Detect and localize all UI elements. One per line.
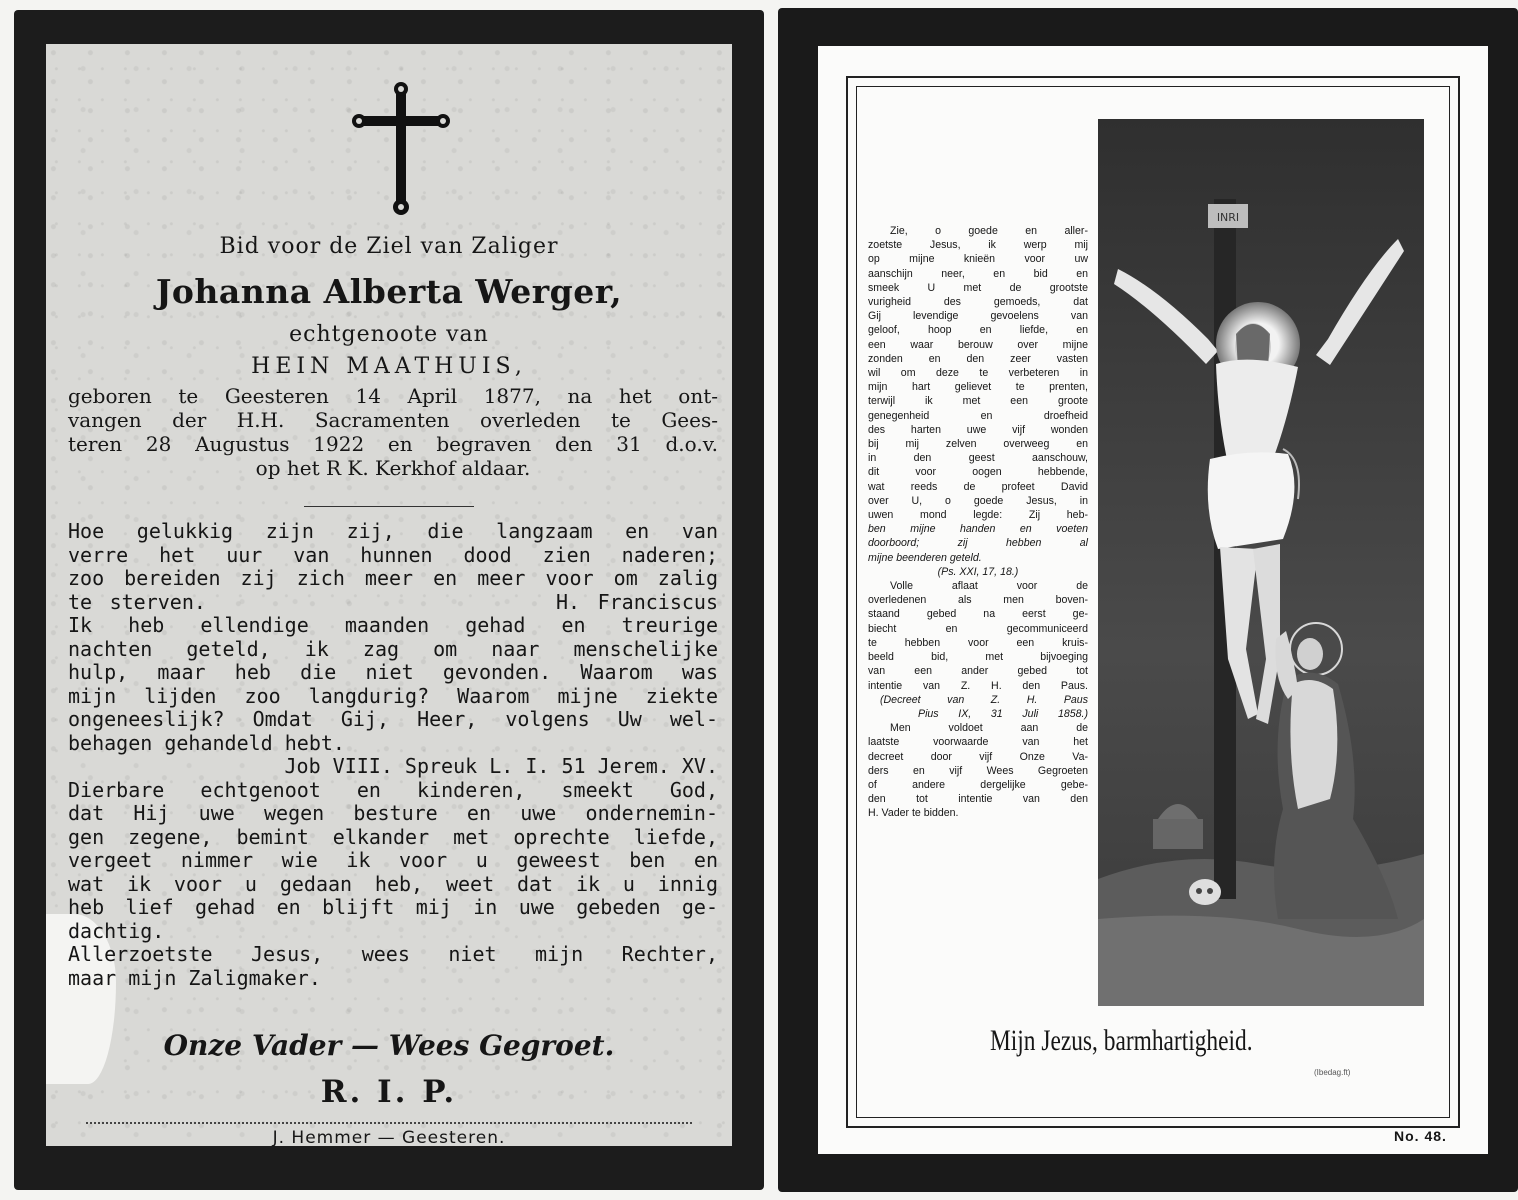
printer-credit: J. Hemmer — Geesteren. xyxy=(272,1128,506,1148)
prayer-line: ben mijne handen en voeten xyxy=(868,523,1088,536)
verse-line: ongeneeslijk? Omdat Gij, Heer, volgens Uw wel- xyxy=(68,707,718,731)
prayer-line: intentie van Z. H. den Paus. xyxy=(868,679,1088,692)
right-memorial-card xyxy=(778,8,1518,1192)
prayer-line: of andere dergelijke gebe- xyxy=(868,778,1088,791)
prayer-line: zoetste Jesus, ik werp mij xyxy=(868,239,1088,252)
verse-line: mijn lijden zoo langdurig? Waarom mijne ziekte xyxy=(68,683,718,708)
prayers-line: Onze Vader — Wees Gegroet. xyxy=(163,1029,615,1062)
prayer-line: wat reeds de profeet David xyxy=(868,480,1088,493)
prayer-line: over U, o goede Jesus, in xyxy=(868,494,1088,507)
prayer-line: decreet door vijf Onze Va- xyxy=(868,750,1088,763)
prayer-text xyxy=(868,224,1088,821)
prayer-line: staand gebed na eerst ge- xyxy=(868,608,1088,621)
biography-text xyxy=(68,384,718,480)
verse-line: Dierbare echtgenoot en kinderen, smeekt God, xyxy=(68,777,718,802)
verse-text xyxy=(68,520,718,990)
prayer-line: ders en vijf Wees Gegroeten xyxy=(868,764,1088,777)
verse-line: hulp, maar heb die niet gevonden. Waarom was xyxy=(68,660,718,684)
left-card-paper xyxy=(46,44,732,1146)
prayer-line: Pius IX, 31 Juli 1858.) xyxy=(918,707,1088,720)
prayer-line: een waar berouw over mijne xyxy=(868,338,1088,351)
verse-line: Ik heb ellendige maanden gehad en treurige xyxy=(68,613,718,637)
rip-text: R. I. P. xyxy=(320,1074,458,1110)
verse-line: zoo bereiden zij zich meer en meer voor om zalig xyxy=(68,566,718,590)
prayer-line: uwen mond legde: Zij heb- xyxy=(868,509,1088,522)
prayer-line: Volle aflaat voor de xyxy=(890,580,1088,593)
prayer-line: mijne beenderen geteld. xyxy=(868,551,982,564)
divider xyxy=(304,506,474,507)
prayer-line: laatste voorwaarde van het xyxy=(868,736,1088,749)
prayer-line: des harten uwe vijf wonden xyxy=(868,423,1088,436)
prayer-line: te hebben voor een kruis- xyxy=(868,636,1088,649)
bio-line: op het R K. Kerkhof aldaar. xyxy=(255,456,531,480)
verse-line: dachtig. xyxy=(68,918,165,943)
spouse-label: echtgenoote van xyxy=(289,322,489,347)
verse-line: Allerzoetste Jesus, wees niet mijn Rechter, xyxy=(68,942,718,966)
verse-line: wat ik voor u gedaan heb, weet dat ik u innig xyxy=(68,871,718,896)
verse-line: verre het uur van hunnen dood zien naderen; xyxy=(68,542,718,567)
prayer-line: (Ps. XXI, 17, 18.) xyxy=(937,565,1019,578)
verse-line: Hoe gelukkig zijn zij, die langzaam en van xyxy=(68,519,718,543)
cross-icon xyxy=(351,79,451,219)
prayer-line: genegenheid en droefheid xyxy=(868,409,1088,422)
prayer-line: dit voor oogen hebbende, xyxy=(868,466,1088,479)
verse-line: vergeet nimmer wie ik voor u geweest ben en xyxy=(68,848,718,872)
verse-line: te sterven. H. Franciscus xyxy=(68,589,718,614)
motto-text: Mijn Jezus, barmhartigheid. xyxy=(990,1024,1253,1057)
prayer-line: overledenen als men boven- xyxy=(868,594,1088,607)
left-memorial-card xyxy=(14,10,764,1190)
prayer-line: in den geest aanschouw, xyxy=(868,452,1088,465)
prayer-line: Men voldoet aan de xyxy=(890,722,1088,735)
verse-line: behagen gehandeld hebt. xyxy=(68,730,345,755)
prayer-line: mijn hart gelievet te prenten, xyxy=(868,381,1088,394)
prayer-line: (Decreet van Z. H. Paus xyxy=(880,693,1088,706)
verse-line: dat Hij uwe wegen besture en uwe ondernemin- xyxy=(68,801,718,825)
bio-line: vangen der H.H. Sacramenten overleden te Gees- xyxy=(68,408,718,432)
prayer-line: geloof, hoop en liefde, en xyxy=(868,324,1088,337)
verse-line: Job VIII. Spreuk L. I. 51 Jerem. XV. xyxy=(284,754,718,778)
prayer-line: smeek U met de grootste xyxy=(868,281,1088,294)
verse-line: heb lief gehad en blijft mij in uwe gebeden ge- xyxy=(68,895,718,919)
prayer-line: op mijne knieën voor uw xyxy=(868,253,1088,266)
prayer-line: den tot intentie van den xyxy=(868,793,1088,806)
bio-line: geboren te Geesteren 14 April 1877, na het ont- xyxy=(68,384,718,408)
prayer-line: aanschijn neer, en bid en xyxy=(868,267,1088,280)
right-card-paper xyxy=(818,46,1488,1154)
prayer-line: terwijl ik met een groote xyxy=(868,395,1088,408)
prayer-line: zonden en den zeer vasten xyxy=(868,352,1088,365)
cross-sign-inri: INRI xyxy=(1216,211,1240,224)
prayer-line: beeld bid, met bijvoeging xyxy=(868,651,1088,664)
prayer-line: Zie, o goede en aller- xyxy=(890,225,1088,237)
prayer-line: H. Vader te bidden. xyxy=(868,807,959,820)
bio-line: teren 28 Augustus 1922 en begraven den 31 d.o.v. xyxy=(68,432,718,456)
prayer-line: wil om deze te verbeteren in xyxy=(868,367,1088,380)
spouse-name: HEIN MAATHUIS, xyxy=(251,354,527,379)
prayer-line: vurigheid des gemoeds, dat xyxy=(868,296,1088,309)
artist-tag: (Ibedag.ft) xyxy=(1314,1068,1351,1077)
card-number: No. 48. xyxy=(1394,1128,1447,1144)
prayer-line: biecht en gecommuniceerd xyxy=(868,622,1088,635)
verse-line: gen zegene, bemint elkander met oprechte liefde, xyxy=(68,824,718,849)
pray-line: Bid voor de Ziel van Zaliger xyxy=(219,234,559,259)
verse-line: nachten geteld, ik zag om naar menschelijke xyxy=(68,636,718,661)
crucifixion-image xyxy=(1098,119,1424,1006)
prayer-line: doorboord; zij hebben al xyxy=(868,537,1088,550)
prayer-line: Gij levendige gevoelens van xyxy=(868,310,1088,323)
dotted-divider xyxy=(86,1122,692,1124)
deceased-name: Johanna Alberta Werger, xyxy=(155,272,623,311)
prayer-line: van een ander gebed tot xyxy=(868,665,1088,678)
verse-line: maar mijn Zaligmaker. xyxy=(68,965,321,990)
prayer-line: bij mij zelven overweeg en xyxy=(868,438,1088,451)
